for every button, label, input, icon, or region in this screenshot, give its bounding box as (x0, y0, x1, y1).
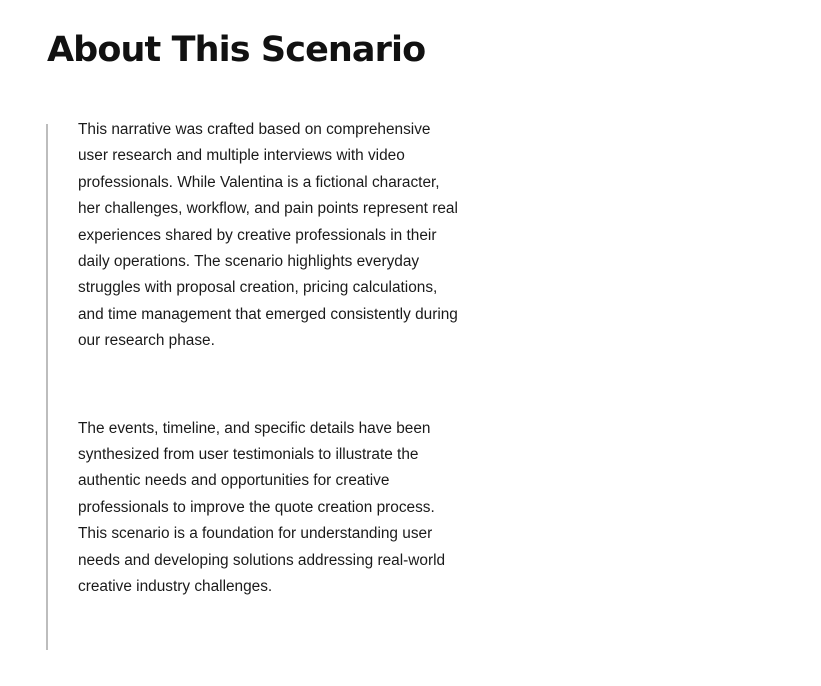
quote-bar (46, 124, 48, 650)
body-text (78, 117, 458, 601)
page-title: About This Scenario (47, 30, 426, 70)
paragraph-research-basis: This narrative was crafted based on comprehensive user research and multiple interviews with video professionals. While Valentina is a fictional character, her challenges, workflow, and pain points represent real experiences shared by creative professionals in their daily operations. The scenario highlights everyday struggles with proposal creation, pricing calculations, and time management that emerged consistently during our research phase. (78, 121, 458, 350)
paragraph-synthesis: The events, timeline, and specific details have been synthesized from user testimonials to illustrate the authentic needs and opportunities for creative professionals to improve the quote creation process. This scenario is a foundation for understanding user needs and developing solutions addressing real-world creative industry challenges. (78, 419, 446, 596)
